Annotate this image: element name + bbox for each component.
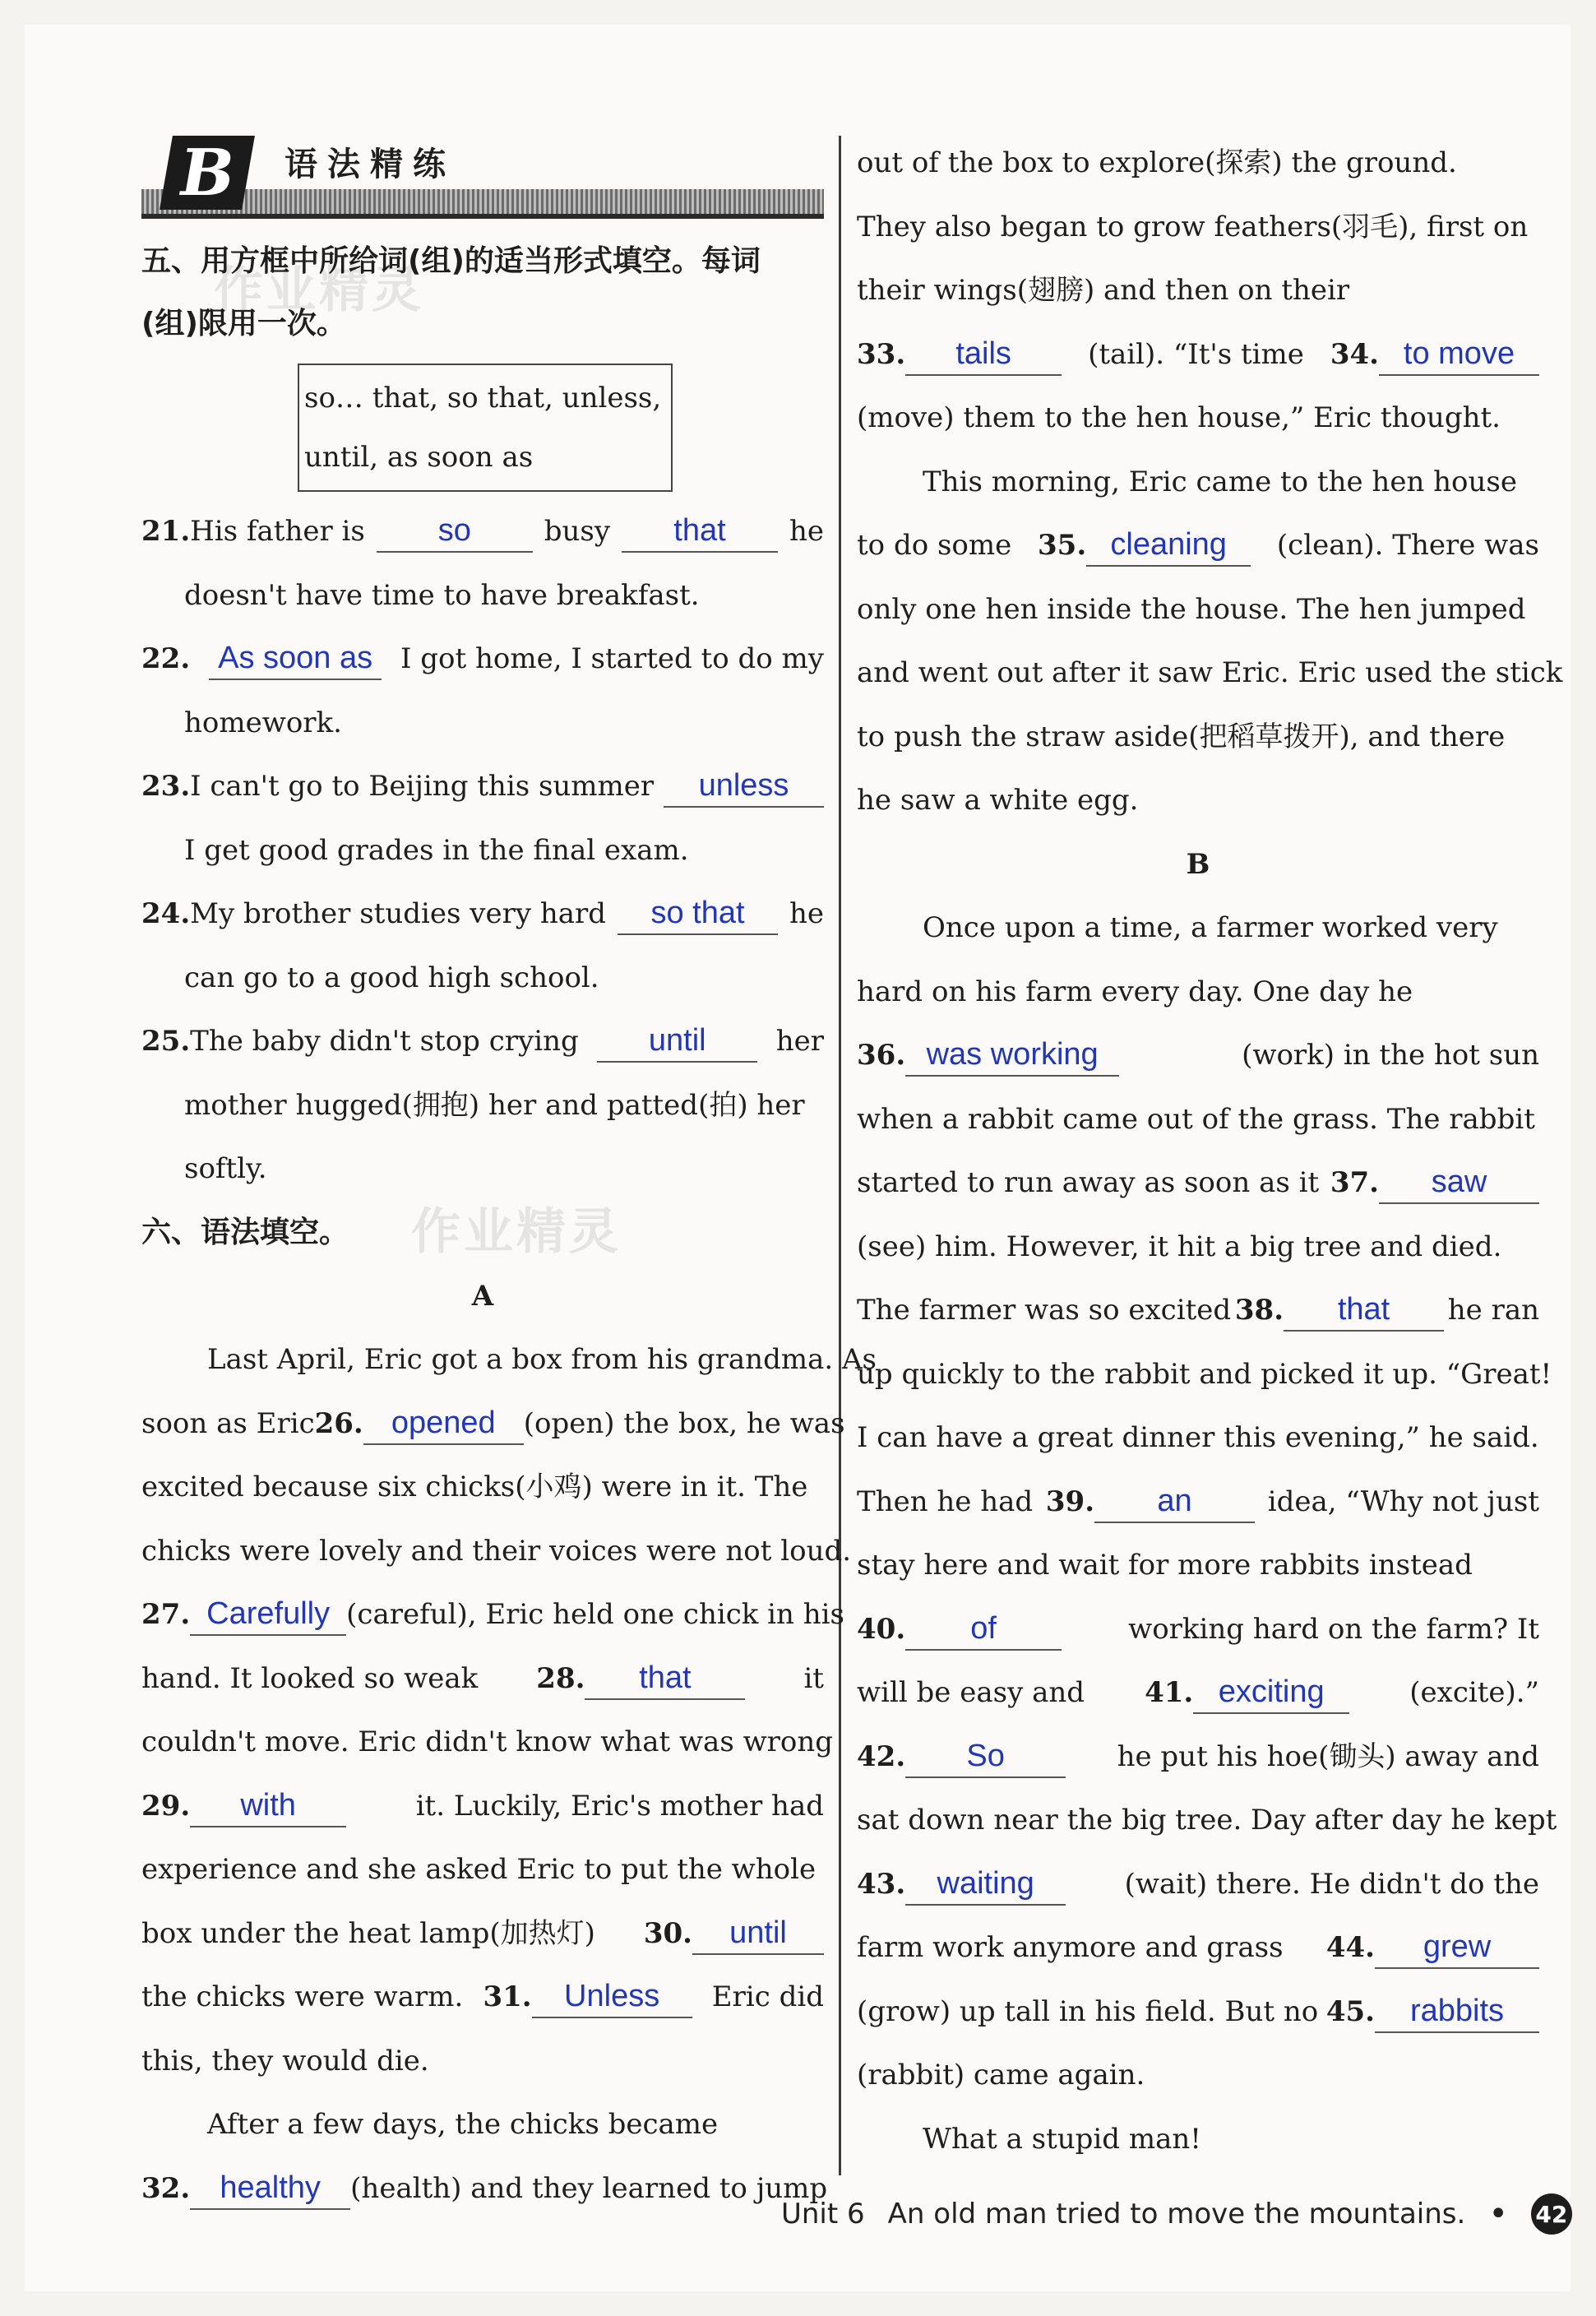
answer-blank-28[interactable] <box>585 1662 745 1700</box>
answer-blank-22[interactable] <box>209 642 382 680</box>
answer-text: healthy <box>220 2170 321 2205</box>
question-24-line2 <box>141 947 824 1011</box>
passage-b-line <box>857 1151 1539 1216</box>
passage-a-line <box>141 1838 824 1902</box>
passage-a-line <box>141 2030 824 2094</box>
answer-blank-34[interactable] <box>1379 338 1539 376</box>
question-number: 35. <box>1038 529 1087 562</box>
answer-text: cleaning <box>1110 527 1227 562</box>
question-text: doesn't have time to have breakfast. <box>184 578 700 612</box>
passage-text: to push the straw aside(把稻草拨开), and there <box>857 720 1506 753</box>
answer-blank-29[interactable] <box>190 1787 346 1827</box>
passage-b-line <box>857 1343 1552 1407</box>
passage-text: (open) the box, he was <box>523 1406 845 1440</box>
passage-a-line <box>141 2157 828 2221</box>
passage-a-line <box>857 706 1539 770</box>
bullet-icon: • <box>1488 2195 1508 2233</box>
passage-b-line <box>857 1789 1557 1853</box>
question-number: 31. <box>483 1980 532 2013</box>
answer-blank-43[interactable] <box>905 1865 1066 1906</box>
passage-b-line <box>857 1725 1539 1790</box>
passage-b-line <box>857 1216 1539 1280</box>
answer-blank-44[interactable] <box>1375 1931 1539 1969</box>
passage-text: when a rabbit came out of the grass. The rabbit <box>857 1102 1535 1136</box>
passage-a-line <box>141 1583 844 1647</box>
answer-text: that <box>673 513 726 548</box>
answer-text: so <box>437 513 471 548</box>
passage-a-label <box>141 1265 824 1329</box>
passage-text: and went out after it saw Eric. Eric used the stick <box>857 656 1563 689</box>
question-number: 33. <box>857 337 906 371</box>
answer-blank-41[interactable] <box>1193 1676 1349 1714</box>
unit-label: Unit 6 <box>781 2198 865 2230</box>
question-23-line2 <box>141 819 824 883</box>
section-5-heading <box>141 230 824 355</box>
question-text: busy <box>544 515 611 548</box>
answer-text: unless <box>698 768 789 803</box>
question-number: 37. <box>1330 1166 1379 1199</box>
question-number: 28. <box>536 1661 585 1695</box>
question-23-line1 <box>141 755 824 819</box>
question-25-line3 <box>141 1137 824 1202</box>
passage-text: he ran <box>1447 1294 1539 1327</box>
passage-text: soon as Eric <box>141 1406 315 1440</box>
answer-text: of <box>970 1610 997 1646</box>
passage-text: This morning, Eric came to the hen house <box>923 465 1517 498</box>
answer-text: that <box>639 1660 692 1695</box>
answer-blank-21a[interactable] <box>377 515 533 553</box>
workbook-page <box>25 25 1571 2291</box>
passage-text: (clean). There was <box>1276 529 1539 562</box>
passage-text: the chicks were warm. <box>141 1980 464 2013</box>
passage-text: (excite).” <box>1409 1676 1539 1709</box>
answer-text: rabbits <box>1409 1993 1505 2028</box>
answer-blank-37[interactable] <box>1379 1166 1539 1204</box>
question-text: can go to a good high school. <box>184 961 599 994</box>
question-25-line1 <box>141 1010 824 1074</box>
passage-text: experience and she asked Eric to put the whole <box>141 1853 817 1886</box>
question-number: 25. <box>141 1025 191 1058</box>
question-number: 44. <box>1325 1931 1375 1964</box>
passage-text: this, they would die. <box>141 2044 429 2077</box>
passage-a-line <box>857 451 1539 515</box>
passage-b-line <box>857 1598 1539 1662</box>
question-text: he <box>789 897 824 930</box>
section-5-heading-line1: 五、用方框中所给词(组)的适当形式填空。每词 <box>141 244 761 278</box>
passage-text: (grow) up tall in his field. But no <box>857 1994 1319 2028</box>
answer-blank-26[interactable] <box>363 1407 524 1445</box>
passage-b-line <box>857 2108 1539 2172</box>
question-text: The baby didn't stop crying <box>190 1025 579 1058</box>
passage-b-line <box>857 961 1539 1025</box>
answer-blank-23[interactable] <box>664 770 824 808</box>
answer-text: until <box>648 1023 706 1058</box>
passage-text: it <box>803 1661 824 1695</box>
answer-blank-33[interactable] <box>905 338 1062 376</box>
word-box <box>298 364 673 492</box>
passage-text: What a stupid man! <box>923 2122 1201 2156</box>
question-text: her <box>775 1025 824 1058</box>
passage-text: The farmer was so excited <box>857 1294 1232 1327</box>
question-number: 45. <box>1325 1994 1375 2028</box>
question-number: 30. <box>643 1916 692 1950</box>
answer-text: grew <box>1423 1929 1492 1964</box>
passage-b-line <box>857 1471 1539 1535</box>
passage-a-line <box>141 2093 824 2157</box>
column-divider <box>839 136 841 2175</box>
question-21-line2 <box>141 564 824 628</box>
passage-text: working hard on the farm? It <box>1128 1612 1539 1646</box>
right-column <box>857 132 1563 2171</box>
section-6-heading: 六、语法填空。 <box>141 1215 349 1249</box>
passage-b-line <box>857 1916 1539 1980</box>
passage-b-line <box>857 1024 1539 1088</box>
question-number: 38. <box>1234 1294 1284 1327</box>
passage-a-line <box>857 132 1539 196</box>
question-22-line2 <box>141 692 824 756</box>
passage-text: I can have a great dinner this evening,” he said. <box>857 1421 1539 1454</box>
question-number: 24. <box>141 897 191 930</box>
passage-a-line <box>141 1328 877 1392</box>
passage-a-line <box>857 514 1539 578</box>
passage-text: only one hen inside the house. The hen jumped <box>857 592 1526 626</box>
passage-text: (health) and they learned to jump <box>350 2171 828 2205</box>
question-text: I can't go to Beijing this summer <box>190 770 655 803</box>
question-25-line2 <box>141 1074 824 1138</box>
passage-text: (careful), Eric held one chick in his <box>346 1598 844 1631</box>
answer-text: so that <box>650 896 745 930</box>
answer-text: waiting <box>937 1865 1034 1901</box>
answer-blank-30[interactable] <box>692 1917 824 1955</box>
question-number: 43. <box>857 1867 906 1901</box>
question-number: 23. <box>141 770 191 803</box>
question-text: My brother studies very hard <box>190 897 607 930</box>
passage-b-line <box>857 2044 1539 2108</box>
passage-text: (move) them to the hen house,” Eric thought. <box>857 401 1501 434</box>
answer-blank-38[interactable] <box>1284 1294 1444 1332</box>
passage-label: A <box>471 1279 494 1313</box>
question-text: homework. <box>184 706 342 739</box>
passage-a-line <box>141 1392 845 1457</box>
passage-a-line <box>141 1520 852 1584</box>
answer-blank-42[interactable] <box>905 1740 1066 1778</box>
passage-a-line <box>141 1966 824 2030</box>
answer-blank-32[interactable] <box>190 2172 350 2210</box>
answer-text: that <box>1337 1292 1390 1327</box>
passage-b-line <box>857 1088 1539 1152</box>
passage-text: he put his hoe(锄头) away and <box>1117 1739 1539 1773</box>
passage-a-line <box>857 196 1539 260</box>
passage-text: stay here and wait for more rabbits instead <box>857 1549 1473 1582</box>
page-number: 42 <box>1531 2193 1572 2235</box>
answer-text: with <box>240 1787 296 1823</box>
section-5-heading-line2: (组)限用一次。 <box>141 307 346 340</box>
passage-text: chicks were lovely and their voices were not loud. <box>141 1534 852 1568</box>
question-text: softly. <box>184 1152 267 1185</box>
passage-text: (work) in the hot sun <box>1242 1039 1539 1072</box>
answer-blank-21b[interactable] <box>622 515 778 553</box>
passage-text: he saw a white egg. <box>857 784 1139 817</box>
passage-text: (wait) there. He didn't do the <box>1124 1867 1539 1901</box>
passage-text: will be easy and <box>857 1676 1085 1709</box>
answer-blank-39[interactable] <box>1094 1485 1255 1523</box>
question-22-line1 <box>141 628 824 692</box>
answer-blank-25[interactable] <box>597 1025 757 1063</box>
question-text: His father is <box>190 515 365 548</box>
passage-text: (see) him. However, it hit a big tree and died. <box>857 1230 1502 1263</box>
answer-text: tails <box>955 336 1011 371</box>
answer-blank-31[interactable] <box>532 1980 692 2018</box>
passage-a-line <box>141 1711 834 1775</box>
answer-blank-27[interactable] <box>190 1598 346 1636</box>
passage-text: hand. It looked so weak <box>141 1661 479 1695</box>
passage-text: Then he had <box>857 1485 1034 1518</box>
question-text: I get good grades in the final exam. <box>184 833 689 867</box>
unit-title: An old man tried to move the mountains. <box>887 2198 1466 2230</box>
watermark: 作业精灵 <box>411 1203 622 1261</box>
question-text: I got home, I started to do my <box>400 642 824 675</box>
answer-blank-45[interactable] <box>1375 1995 1539 2033</box>
question-number: 41. <box>1145 1676 1194 1709</box>
answer-blank-35[interactable] <box>1086 529 1251 567</box>
question-number: 40. <box>857 1612 906 1646</box>
passage-text: couldn't move. Eric didn't know what was wrong <box>141 1725 834 1758</box>
question-number: 26. <box>314 1406 363 1440</box>
passage-b-line <box>857 1534 1539 1598</box>
answer-blank-40[interactable] <box>905 1610 1062 1651</box>
passage-b-line <box>857 1406 1539 1471</box>
answer-text: So <box>966 1738 1005 1773</box>
section-header <box>141 132 824 219</box>
question-21-line1 <box>141 500 824 564</box>
question-number: 42. <box>857 1739 906 1773</box>
question-number: 27. <box>141 1598 191 1631</box>
page-footer <box>781 2189 1587 2239</box>
section-title: 语法精练 <box>278 138 462 185</box>
passage-label: B <box>1186 847 1210 881</box>
answer-text: to move <box>1403 336 1515 371</box>
passage-text: After a few days, the chicks became <box>207 2108 719 2141</box>
passage-text: farm work anymore and grass <box>857 1931 1284 1964</box>
passage-a-line <box>857 578 1539 642</box>
passage-text: up quickly to the rabbit and picked it up. “Great! <box>857 1357 1552 1391</box>
question-number: 34. <box>1330 337 1379 371</box>
passage-a-line <box>141 1647 824 1712</box>
passage-b-line <box>857 1853 1539 1917</box>
passage-text: their wings(翅膀) and then on their <box>857 274 1350 307</box>
passage-a-line <box>857 259 1539 323</box>
passage-text: (tail). “It's time <box>1088 337 1304 371</box>
answer-text: Unless <box>564 1979 660 2013</box>
passage-text: out of the box to explore(探索) the ground. <box>857 146 1457 179</box>
question-number: 21. <box>141 515 191 548</box>
answer-text: Carefully <box>206 1596 331 1631</box>
passage-a-line <box>857 642 1563 706</box>
passage-a-line <box>141 1775 824 1839</box>
passage-text: They also began to grow feathers(羽毛), first on <box>857 210 1529 243</box>
passage-b-line <box>857 1279 1539 1343</box>
passage-text: (rabbit) came again. <box>857 2059 1145 2091</box>
passage-b-line <box>857 896 1539 961</box>
passage-text: hard on his farm every day. One day he <box>857 975 1413 1008</box>
question-number: 32. <box>141 2171 191 2205</box>
passage-text: to do some <box>857 529 1012 562</box>
answer-blank-36[interactable] <box>905 1039 1119 1077</box>
passage-text: Last April, Eric got a box from his grandma. As <box>207 1343 877 1376</box>
answer-text: exciting <box>1218 1674 1325 1709</box>
answer-text: until <box>729 1915 787 1950</box>
passage-b-label <box>857 833 1539 897</box>
passage-text: idea, “Why not just <box>1267 1485 1539 1518</box>
question-24-line1 <box>141 882 824 947</box>
question-text: mother hugged(拥抱) her and patted(拍) her <box>184 1088 805 1122</box>
passage-a-line <box>141 1902 824 1966</box>
passage-a-line <box>141 1456 824 1520</box>
passage-text: Once upon a time, a farmer worked very <box>923 911 1498 944</box>
question-number: 36. <box>857 1039 906 1072</box>
passage-a-line <box>857 769 1539 833</box>
passage-text: box under the heat lamp(加热灯) <box>141 1916 595 1950</box>
watermark: 作业精灵 <box>214 262 424 319</box>
passage-b-line <box>857 1980 1539 2045</box>
answer-text: opened <box>391 1405 496 1440</box>
section-b-logo: B <box>160 136 255 210</box>
answer-blank-24[interactable] <box>618 897 778 935</box>
question-number: 22. <box>141 642 191 675</box>
passage-text: Eric did <box>711 1980 824 2013</box>
question-number: 39. <box>1045 1485 1095 1518</box>
passage-text: started to run away as soon as it <box>857 1166 1320 1199</box>
passage-text: sat down near the big tree. Day after day he kept <box>857 1804 1557 1837</box>
answer-text: an <box>1157 1483 1192 1518</box>
passage-b-line <box>857 1661 1539 1725</box>
answer-text: As soon as <box>218 641 373 675</box>
passage-text: it. Luckily, Eric's mother had <box>415 1789 824 1823</box>
answer-text: was working <box>926 1037 1099 1072</box>
word-box-line2: until, as soon as <box>304 441 534 474</box>
answer-text: saw <box>1431 1165 1487 1199</box>
passage-text: excited because six chicks(小鸡) were in it. The <box>141 1471 808 1503</box>
question-text: he <box>789 515 824 548</box>
word-box-line1: so… that, so that, unless, <box>304 382 662 415</box>
question-number: 29. <box>141 1789 191 1823</box>
passage-a-line <box>857 387 1539 451</box>
passage-a-line <box>857 323 1539 387</box>
